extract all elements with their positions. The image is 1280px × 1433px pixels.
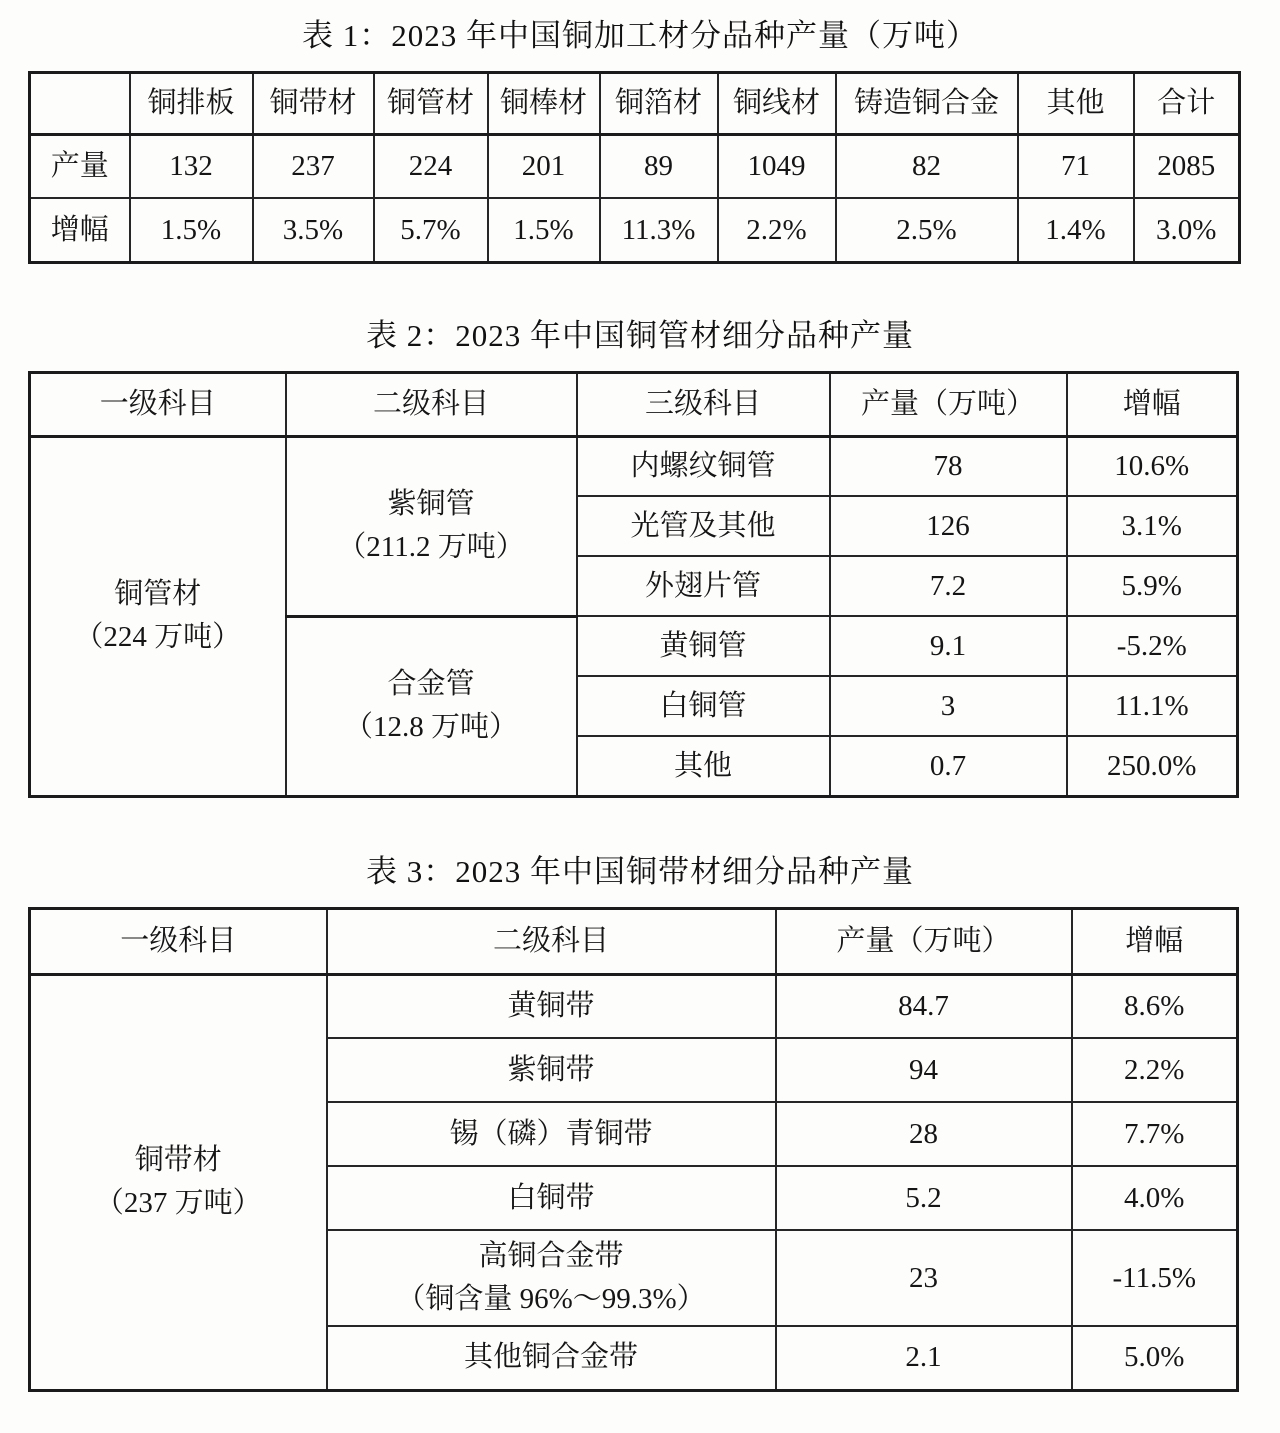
table3-item-growth: 5.0% [1072,1326,1238,1390]
level1-total: （237 万吨） [94,1187,262,1220]
table1-corner-cell [30,72,130,134]
table1-col-header: 铜管材 [374,72,488,134]
table2-copper-tube-breakdown [28,371,1239,798]
table2-item-name: 内螺纹铜管 [577,436,830,496]
table1-growth-row [30,198,1240,262]
table3-copper-strip-breakdown [28,907,1239,1392]
table3-item-growth: 7.7% [1072,1102,1238,1166]
table2-item-name: 白铜管 [577,676,830,736]
table3-item-output: 28 [776,1102,1072,1166]
table2-col-header: 产量（万吨） [830,372,1067,436]
table1-header-row [30,72,1240,134]
table1-row-label: 增幅 [30,198,130,262]
table2-item-name: 其他 [577,736,830,796]
table3-level1-cell [30,974,327,1390]
level2-name: 紫铜管 [387,487,475,520]
table2-item-name: 光管及其他 [577,496,830,556]
table3-item-growth: 4.0% [1072,1166,1238,1230]
table2-col-header: 二级科目 [286,372,577,436]
item-name-line2: （铜含量 96%～99.3%） [396,1283,706,1316]
table1-title: 表 1：2023 年中国铜加工材分品种产量（万吨） [302,18,978,53]
table1-cell: 3.5% [253,198,374,262]
table1-cell: 201 [488,134,600,198]
level2-name: 合金管 [387,667,475,700]
table1-copper-products-output [28,71,1241,264]
table3-item-output: 84.7 [776,974,1072,1038]
table2-item-growth: -5.2% [1067,616,1238,676]
table3-item-growth: -11.5% [1072,1230,1238,1326]
table1-cell: 224 [374,134,488,198]
table1-cell: 11.3% [600,198,718,262]
item-name-line1: 高铜合金带 [478,1239,624,1272]
table2-item-growth: 10.6% [1067,436,1238,496]
table1-cell: 71 [1018,134,1134,198]
table2-col-header: 一级科目 [30,372,286,436]
table2-item-output: 126 [830,496,1067,556]
table2-item-output: 78 [830,436,1067,496]
table1-col-header: 合计 [1134,72,1240,134]
table2-item-name: 外翅片管 [577,556,830,616]
table3-item-output: 2.1 [776,1326,1072,1390]
table3-col-header: 增幅 [1072,908,1238,974]
table1-row-label: 产量 [30,134,130,198]
table1-cell: 1.5% [488,198,600,262]
table2-item-output: 7.2 [830,556,1067,616]
table1-col-header: 其他 [1018,72,1134,134]
table1-cell: 1.5% [130,198,253,262]
table2-title: 表 2：2023 年中国铜管材细分品种产量 [366,317,914,353]
level1-name: 铜管材 [114,577,202,610]
level2-total: （211.2 万吨） [337,531,525,564]
table1-cell: 89 [600,134,718,198]
table1-col-header: 铸造铜合金 [836,72,1018,134]
table1-cell: 1.4% [1018,198,1134,262]
table1-cell: 1049 [718,134,836,198]
table1-cell: 2.5% [836,198,1018,262]
table2-col-header: 三级科目 [577,372,830,436]
table3-row [30,974,1238,1038]
table3-col-header: 产量（万吨） [776,908,1072,974]
table3-item-name: 其他铜合金带 [327,1326,776,1390]
table2-item-output: 3 [830,676,1067,736]
table3-item-name: 白铜带 [327,1166,776,1230]
table2-item-growth: 250.0% [1067,736,1238,796]
table3-item-output: 5.2 [776,1166,1072,1230]
table3-item-output: 94 [776,1038,1072,1102]
table3-item-name: 紫铜带 [327,1038,776,1102]
table2-item-output: 9.1 [830,616,1067,676]
table3-col-header: 一级科目 [30,908,327,974]
table1-col-header: 铜线材 [718,72,836,134]
table1-col-header: 铜带材 [253,72,374,134]
table2-col-header: 增幅 [1067,372,1238,436]
table3-header-row [30,908,1238,974]
table1-col-header: 铜排板 [130,72,253,134]
table3-col-header: 二级科目 [327,908,776,974]
table1-col-header: 铜棒材 [488,72,600,134]
table2-item-name: 黄铜管 [577,616,830,676]
table3-title: 表 3：2023 年中国铜带材细分品种产量 [366,853,914,889]
table2-level1-cell [30,436,286,796]
table1-cell: 3.0% [1134,198,1240,262]
table3-item-growth: 8.6% [1072,974,1238,1038]
table2-level2-cell-copper-tube [286,436,577,616]
table2-header-row [30,372,1238,436]
table3-item-name: 黄铜带 [327,974,776,1038]
table2-item-output: 0.7 [830,736,1067,796]
table3-item-name [327,1230,776,1326]
table1-col-header: 铜箔材 [600,72,718,134]
table3-item-output: 23 [776,1230,1072,1326]
table1-cell: 2.2% [718,198,836,262]
table1-cell: 132 [130,134,253,198]
table1-cell: 2085 [1134,134,1240,198]
table1-cell: 237 [253,134,374,198]
table2-item-growth: 11.1% [1067,676,1238,736]
table2-item-growth: 3.1% [1067,496,1238,556]
table2-item-growth: 5.9% [1067,556,1238,616]
level1-name: 铜带材 [134,1143,222,1176]
level1-total: （224 万吨） [74,621,242,654]
table3-item-name: 锡（磷）青铜带 [327,1102,776,1166]
table1-cell: 82 [836,134,1018,198]
table1-cell: 5.7% [374,198,488,262]
table3-item-growth: 2.2% [1072,1038,1238,1102]
table2-level2-cell-alloy-tube [286,616,577,796]
table2-row [30,436,1238,496]
level2-total: （12.8 万吨） [343,711,518,744]
table1-output-row [30,134,1240,198]
